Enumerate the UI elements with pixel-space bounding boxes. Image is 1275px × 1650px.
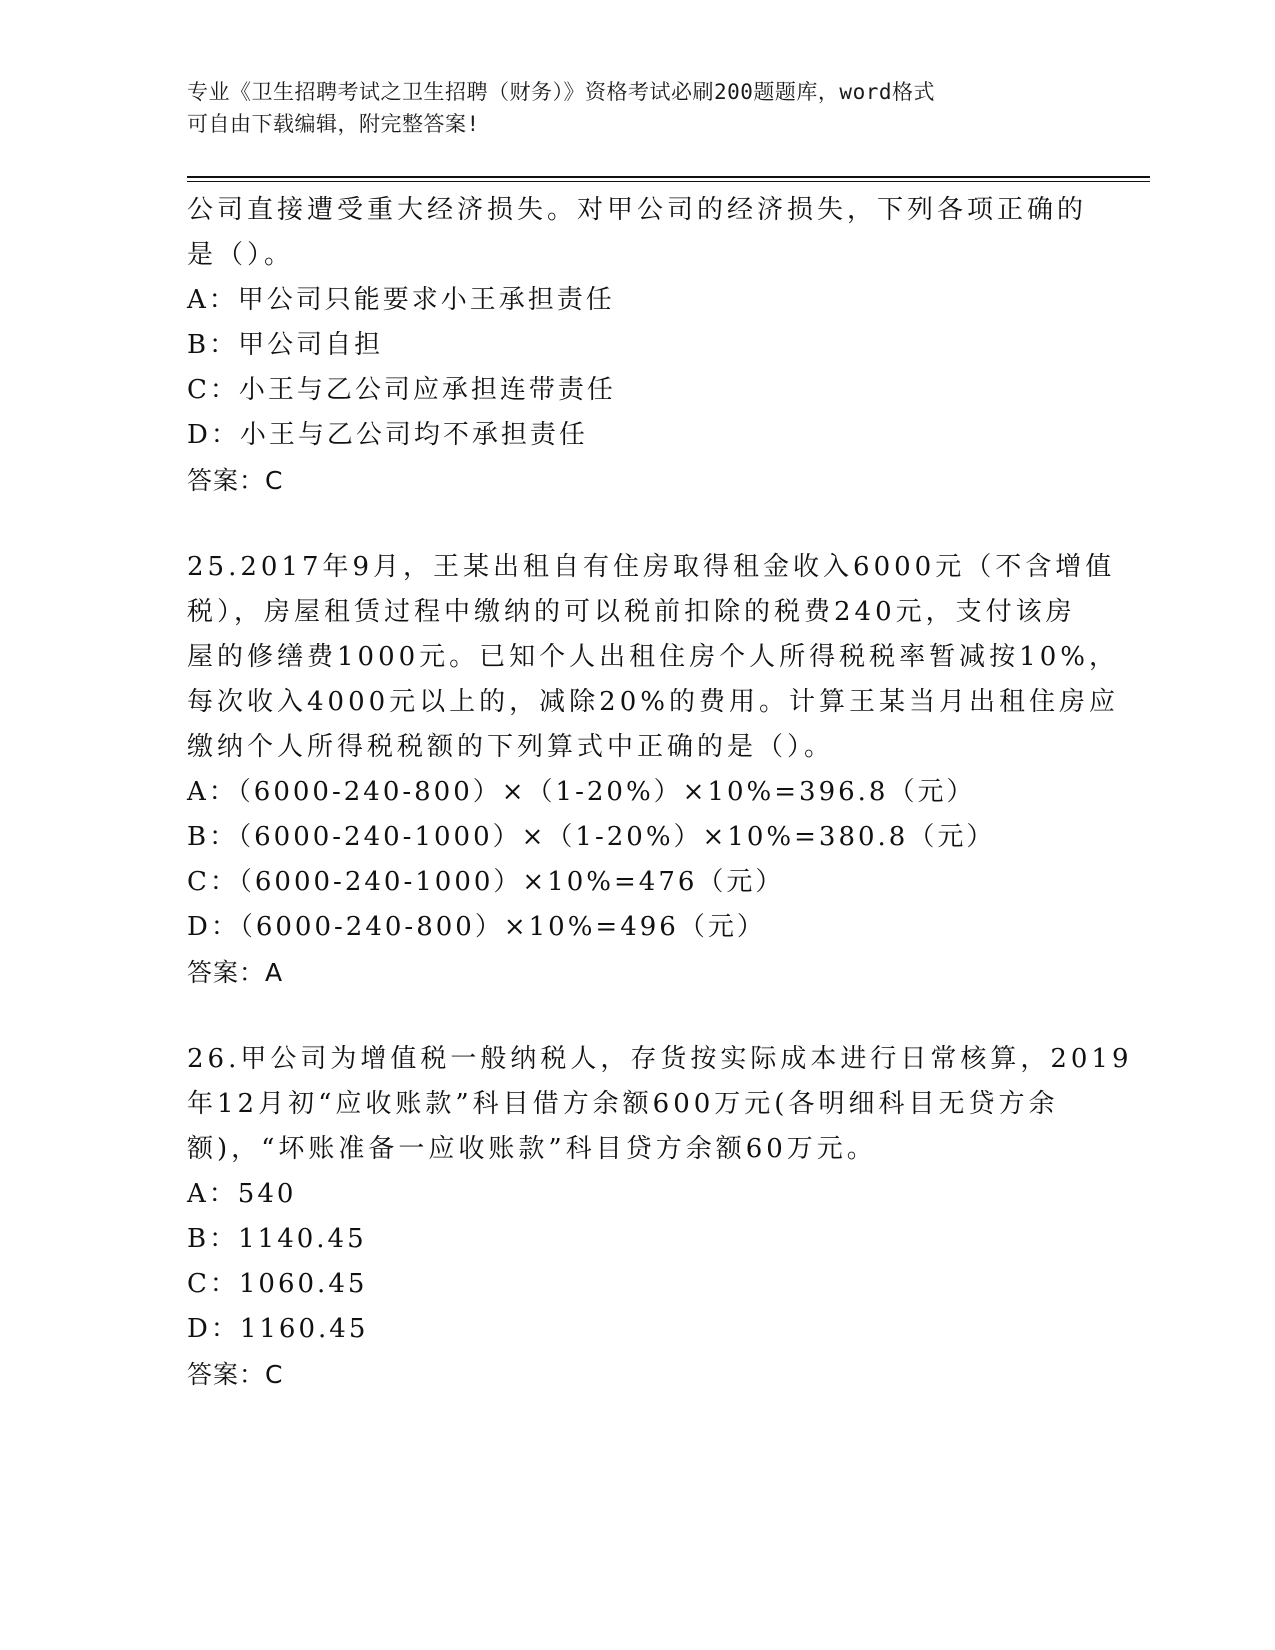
option-a: A：甲公司只能要求小王承担责任 bbox=[187, 285, 615, 315]
question-text-line: 每次收入4000元以上的，减除20%的费用。计算王某当月出租住房应 bbox=[187, 687, 1119, 717]
question-text-line: 年12月初“应收账款”科目借方余额600万元(各明细科目无贷方余 bbox=[187, 1089, 1059, 1119]
question-text-line: 额)，“坏账准备一应收账款”科目贷方余额60万元。 bbox=[187, 1134, 877, 1164]
header-line-1: 专业《卫生招聘考试之卫生招聘（财务）》资格考试必刷200题题库，word格式 bbox=[187, 80, 935, 104]
page-header bbox=[187, 76, 1087, 140]
answer-line: 答案：C bbox=[187, 1360, 284, 1389]
question-text-line: 税），房屋租赁过程中缴纳的可以税前扣除的税费240元，支付该房 bbox=[187, 597, 1076, 627]
option-d: D：（6000-240-800）×10%=496（元） bbox=[187, 912, 766, 942]
option-b: B：甲公司自担 bbox=[187, 330, 384, 360]
option-a: A：（6000-240-800）×（1-20%）×10%=396.8（元） bbox=[187, 777, 976, 807]
option-b: B：1140.45 bbox=[187, 1224, 367, 1254]
question-text-line: 是（）。 bbox=[187, 240, 295, 270]
answer-line: 答案：A bbox=[187, 958, 284, 987]
question-26 bbox=[187, 1037, 1133, 1397]
header-divider-thin bbox=[187, 181, 1150, 182]
question-text-line: 公司直接遭受重大经济损失。对甲公司的经济损失，下列各项正确的 bbox=[187, 195, 1088, 225]
option-a: A：540 bbox=[187, 1179, 297, 1209]
question-text-line: 缴纳个人所得税税额的下列算式中正确的是（）。 bbox=[187, 732, 835, 762]
header-line-2: 可自由下载编辑，附完整答案! bbox=[187, 112, 480, 136]
question-content bbox=[187, 188, 1133, 1397]
question-text-line: 26.甲公司为增值税一般纳税人，存货按实际成本进行日常核算，2019 bbox=[187, 1044, 1133, 1074]
option-c: C：1060.45 bbox=[187, 1269, 368, 1299]
question-25 bbox=[187, 545, 1119, 995]
option-d: D：1160.45 bbox=[187, 1314, 369, 1344]
option-d: D：小王与乙公司均不承担责任 bbox=[187, 420, 588, 450]
answer-line: 答案：C bbox=[187, 466, 284, 495]
option-c: C：小王与乙公司应承担连带责任 bbox=[187, 375, 616, 405]
spacer bbox=[187, 995, 1087, 1037]
option-b: B：（6000-240-1000）×（1-20%）×10%=380.8（元） bbox=[187, 822, 996, 852]
question-text-line: 屋的修缮费1000元。已知个人出租住房个人所得税税率暂减按10%， bbox=[187, 642, 1119, 672]
question-24 bbox=[187, 188, 1087, 503]
spacer bbox=[187, 503, 1087, 545]
option-c: C：（6000-240-1000）×10%=476（元） bbox=[187, 867, 785, 897]
header-divider-thick bbox=[187, 176, 1150, 178]
question-text-line: 25.2017年9月，王某出租自有住房取得租金收入6000元（不含增值 bbox=[187, 552, 1116, 582]
